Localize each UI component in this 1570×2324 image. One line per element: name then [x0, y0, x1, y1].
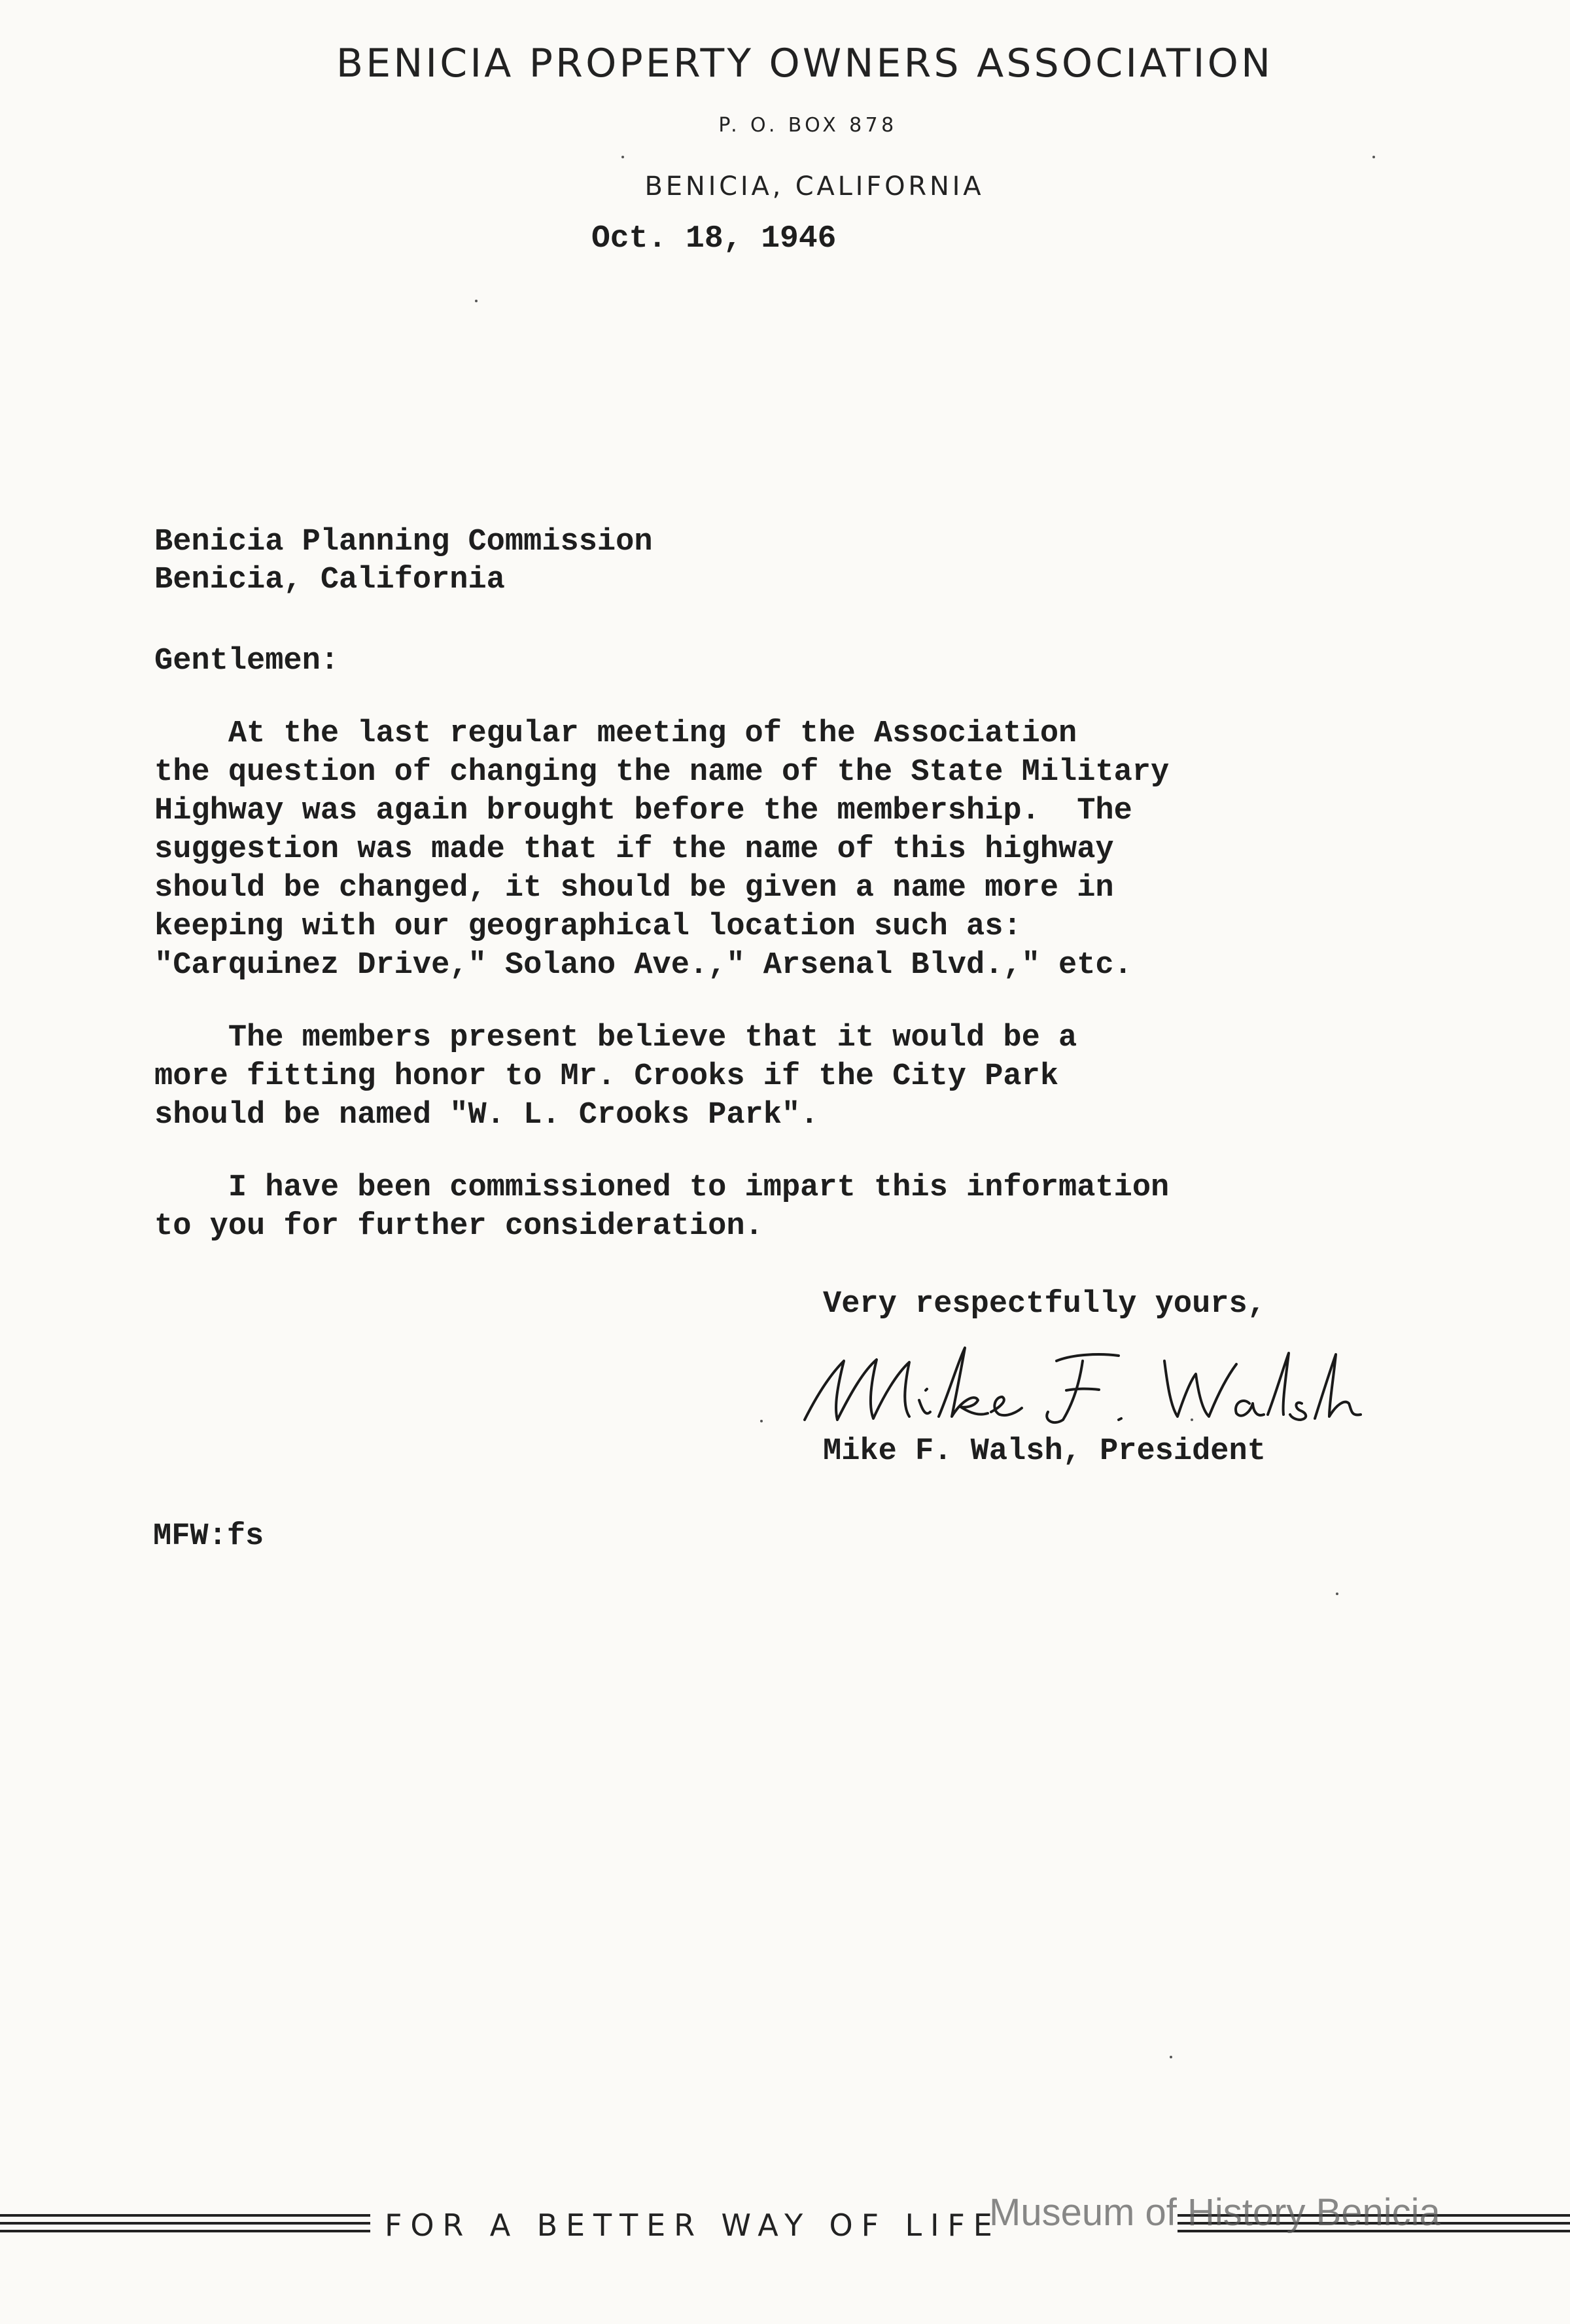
paper-speck: [621, 156, 624, 158]
letter-paragraph-3: I have been commissioned to impart this information to you for further consideration.: [154, 1171, 1170, 1244]
paper-speck: [1170, 2056, 1172, 2058]
letterhead-organization: BENICIA PROPERTY OWNERS ASSOCIATION: [336, 41, 1274, 86]
letterhead-po-box: P. O. BOX 878: [718, 114, 898, 137]
letter-addressee: Benicia Planning Commission Benicia, California: [154, 525, 653, 597]
footer-rule-left-top: [0, 2214, 370, 2217]
paper-speck: [1372, 156, 1375, 158]
paper-speck: [760, 1420, 763, 1422]
letter-initials: MFW:fs: [153, 1519, 264, 1554]
paper-speck: [475, 300, 478, 302]
letter-salutation: Gentlemen:: [154, 644, 340, 678]
footer-rule-left-bottom: [0, 2230, 370, 2232]
letter-date: Oct. 18, 1946: [591, 221, 837, 256]
footer-slogan: FOR A BETTER WAY OF LIFE: [385, 2208, 1001, 2243]
paper-speck: [1191, 1418, 1193, 1421]
letterhead-city-state: BENICIA, CALIFORNIA: [644, 171, 985, 202]
paper-speck: [1336, 1593, 1338, 1595]
letter-paragraph-2: The members present believe that it would be a more fitting honor to Mr. Crooks if the City Park should be named "W. L. Crooks Park".: [154, 1021, 1077, 1133]
letter-closing: Very respectfully yours,: [823, 1287, 1266, 1322]
footer-rule-left-middle: [0, 2222, 370, 2225]
letter-paragraph-1: At the last regular meeting of the Association the question of changing the name of the State Military Highway was again brought before the membership. The suggestion was made that if the name of this highway should be changed, it should be given a name more in keeping with our geographical location such as: "Carquinez Drive," Solano Ave.," Arsenal Blvd.," etc.: [154, 716, 1170, 983]
letter-signer: Mike F. Walsh, President: [823, 1434, 1266, 1469]
museum-watermark: Museum of History Benicia: [989, 2191, 1440, 2234]
